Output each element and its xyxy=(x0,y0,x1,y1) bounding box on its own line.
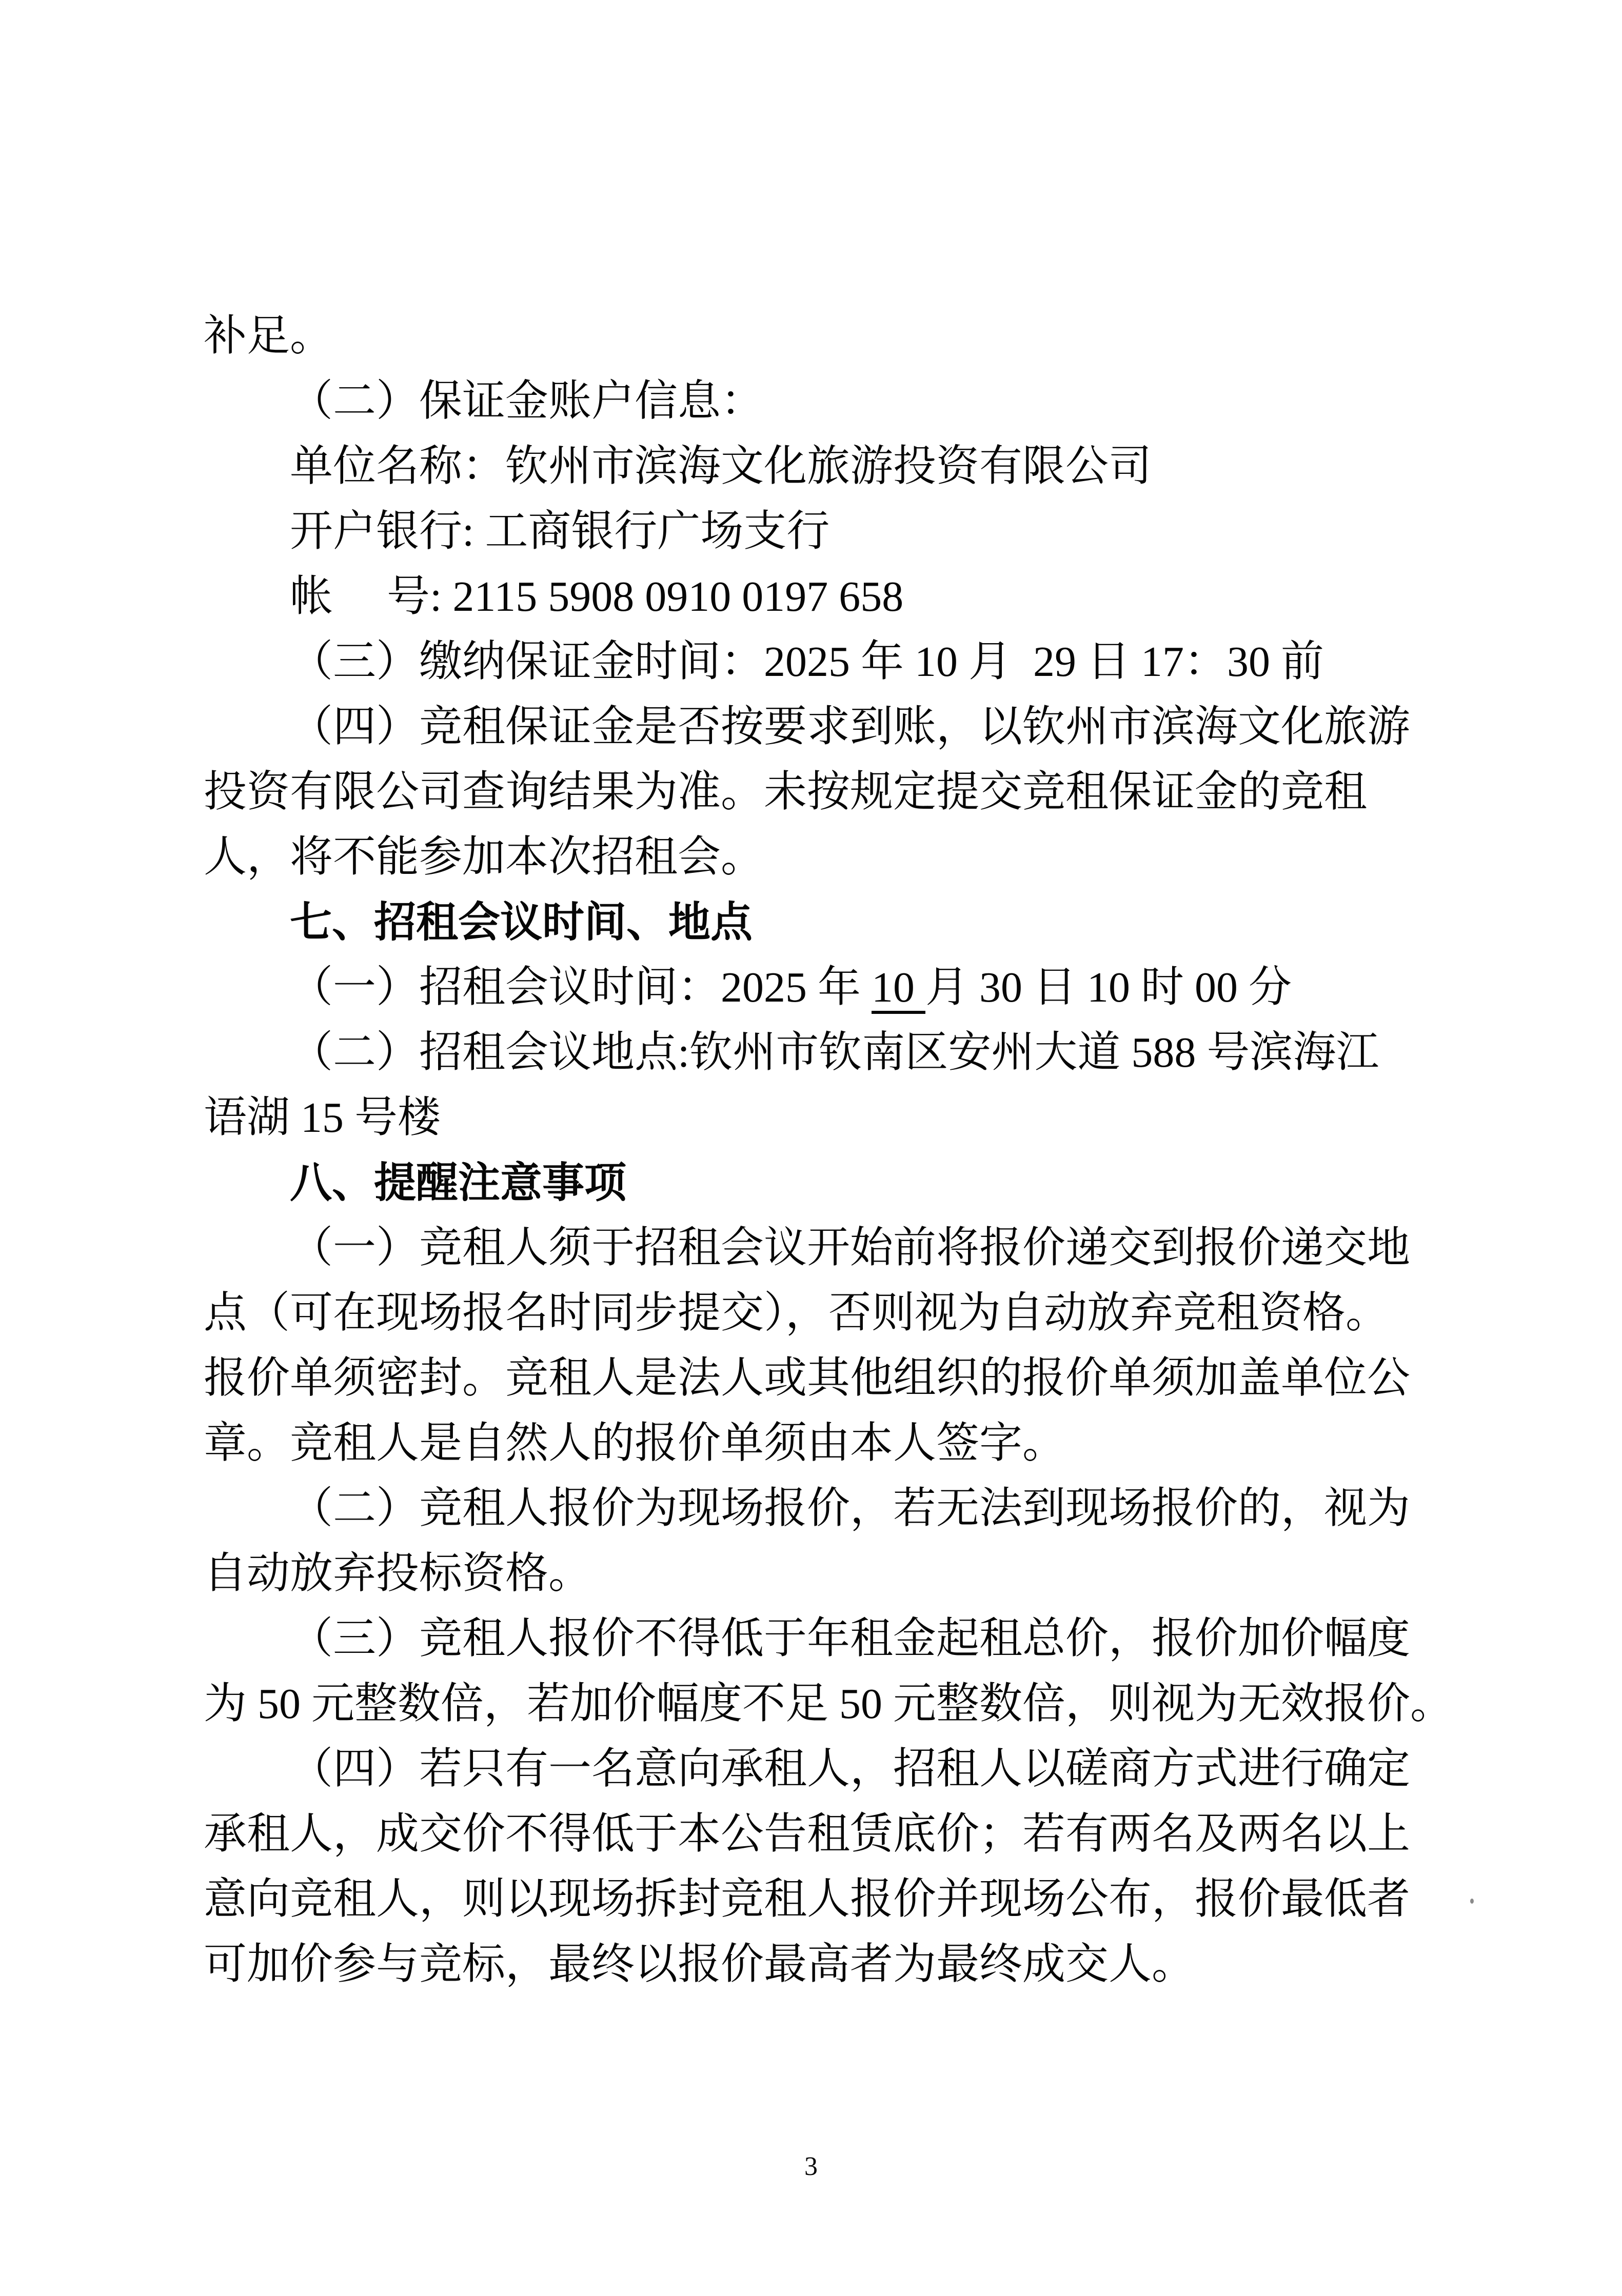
text-line: （四）竞租保证金是否按要求到账，以钦州市滨海文化旅游 xyxy=(290,703,1411,751)
text-segment: 月 30 日 10 时 00 分 xyxy=(925,964,1292,1011)
page-footer xyxy=(0,2151,1622,2182)
text-segment: （一）招租会议时间：2025 年 xyxy=(290,964,872,1011)
text-line: 语湖 15 号楼 xyxy=(204,1094,441,1142)
text-line-deposit-deadline: （三）缴纳保证金时间：2025 年 10 月 29 日 17：30 前 xyxy=(290,638,1324,686)
section-heading-seven: 七、招租会议时间、地点 xyxy=(290,899,753,946)
text-line-bank: 开户银行: 工商银行广场支行 xyxy=(290,508,830,555)
scan-speck xyxy=(1470,1899,1474,1904)
text-line: 自动放弃投标资格。 xyxy=(204,1550,592,1598)
text-line: 报价单须密封。竞租人是法人或其他组织的报价单须加盖单位公 xyxy=(204,1354,1411,1402)
text-line: （三）竞租人报价不得低于年租金起租总价，报价加价幅度 xyxy=(290,1615,1411,1663)
text-line: 人，将不能参加本次招租会。 xyxy=(204,833,764,881)
text-line: （二）竞租人报价为现场报价，若无法到现场报价的，视为 xyxy=(290,1485,1411,1532)
text-line: 投资有限公司查询结果为准。未按规定提交竞租保证金的竞租 xyxy=(204,768,1368,816)
document-body xyxy=(204,304,1454,1997)
section-heading-eight: 八、提醒注意事项 xyxy=(290,1160,627,1206)
page-number: 3 xyxy=(804,2152,818,2181)
underlined-month-value: 10 xyxy=(872,964,926,1011)
text-line-meeting-time xyxy=(204,955,1425,1020)
text-line: 补足。 xyxy=(204,312,333,360)
text-line: 承租人，成交价不得低于本公告租赁底价；若有两名及两名以上 xyxy=(204,1810,1411,1858)
text-line: 可加价参与竞标，最终以报价最高者为最终成交人。 xyxy=(204,1941,1195,1988)
text-line-meeting-place: （二）招租会议地点:钦州市钦南区安州大道 588 号滨海江 xyxy=(290,1029,1379,1076)
text-line: （二）保证金账户信息： xyxy=(290,377,764,425)
text-line-account-number: 帐 号: 2115 5908 0910 0197 658 xyxy=(290,573,904,621)
text-line: 章。竞租人是自然人的报价单须由本人签字。 xyxy=(204,1420,1066,1467)
text-line: （一）竞租人须于招租会议开始前将报价递交到报价递交地 xyxy=(290,1224,1411,1272)
text-line: 意向竞租人，则以现场拆封竞租人报价并现场公布，报价最低者 xyxy=(204,1875,1411,1923)
text-line: （四）若只有一名意向承租人，招租人以磋商方式进行确定 xyxy=(290,1745,1411,1793)
text-line-unit-name: 单位名称：钦州市滨海文化旅游投资有限公司 xyxy=(290,443,1152,490)
text-line: 为 50 元整数倍，若加价幅度不足 50 元整数倍，则视为无效报价。 xyxy=(204,1680,1454,1728)
text-line: 点（可在现场报名时同步提交），否则视为自动放弃竞租资格。 xyxy=(204,1289,1389,1337)
